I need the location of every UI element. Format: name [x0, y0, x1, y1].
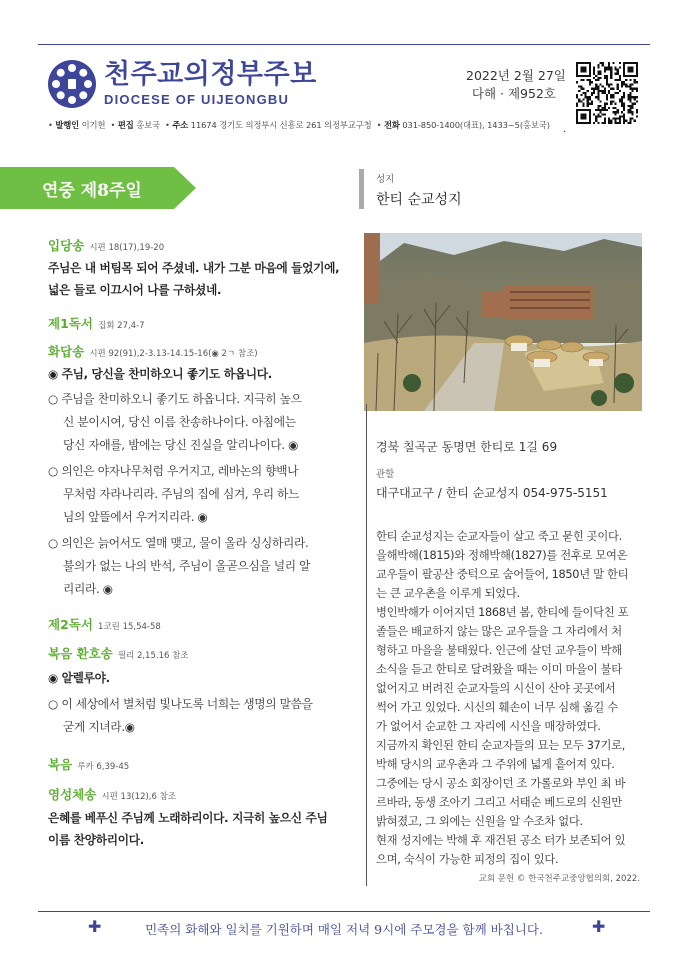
section-marker	[359, 169, 364, 209]
shrine-photo	[364, 233, 642, 411]
gospel-heading	[48, 754, 129, 773]
shrine-body-line: 한티 순교성지는 순교자들이 살고 죽고 묻힌 곳이다.	[376, 530, 622, 543]
shrine-manage-label: 관할	[376, 469, 395, 480]
shrine-body-line: 그중에는 당시 공소 회장이던 조 가롤로와 부인 최 바	[376, 777, 626, 790]
reading1-heading	[48, 313, 145, 332]
reading2-heading	[48, 614, 161, 633]
gospel-ref: 루카 6,39-45	[77, 762, 130, 772]
diocese-logo-icon	[48, 60, 96, 108]
psalm-verse-line: ○ 의인은 야자나무처럼 우거지고, 레바논의 향백나	[48, 464, 299, 478]
body-rule	[366, 404, 367, 886]
entrance-line: 주님은 내 버팀목 되어 주셨네. 내가 그분 마음에 들었기에,	[48, 261, 340, 275]
entrance-heading	[48, 235, 164, 254]
psalm-verse-line: 님의 앞뜰에서 우거지리라. ◉	[63, 510, 208, 524]
psalm-title: 화답송	[48, 344, 85, 359]
alleluia-title: 복음 환호송	[48, 646, 113, 661]
shrine-name: 한티 순교성지	[376, 192, 462, 208]
shrine-category: 성지	[376, 174, 395, 185]
publication-info: • 발행인 이기헌 • 편집 홍보국 • 주소 11674 경기도 의정부시 신흥로 261 의정부교구청 • 전화 031-850-1400(대표), 1433~5(홍보국)	[48, 120, 550, 130]
cross-icon: ✚	[592, 917, 606, 936]
psalm-ref: 시편 92(91),2-3.13-14.15-16(◉ 2ㄱ 참조)	[89, 349, 258, 359]
shrine-body-line: 없어지고 버려진 순교자들의 시신이 산야 곳곳에서	[376, 682, 616, 695]
communion-line: 이름 찬양하리이다.	[48, 833, 144, 847]
shrine-body-line: 썩어 가고 있었다. 시신의 훼손이 너무 심해 옮길 수	[376, 701, 618, 714]
copyright-credit: 교회 문헌 © 한국천주교중앙협의회, 2022.	[478, 874, 640, 884]
alleluia-response: ◉ 알렐루야.	[48, 671, 110, 685]
psalm-response: ◉ 주님, 당신을 찬미하오니 좋기도 하옵니다.	[48, 367, 272, 381]
shrine-body-line: 으며, 숙식이 가능한 피정의 집이 있다.	[376, 853, 559, 866]
shrine-body-line: 는 큰 교우촌을 이루게 되었다.	[376, 587, 520, 600]
shrine-body-line: 박해 당시의 교우촌과 그 주위에 넓게 흩어져 있다.	[376, 758, 615, 771]
shrine-body-line: 밝혀졌고, 그 외에는 신원을 알 수조차 없다.	[376, 815, 583, 828]
reading2-ref: 1코린 15,54-58	[98, 622, 161, 632]
footer-prayer: 민족의 화해와 일치를 기원하며 매일 저녁 9시에 주모경을 함께 바칩니다.	[145, 922, 543, 937]
issue-date: 2022년 2월 27일	[466, 68, 566, 83]
psalm-verse-line: 불의가 없는 나의 반석, 주님이 올곧으심을 널리 알	[63, 559, 311, 573]
entrance-line: 넓은 들로 이끄시어 나를 구하셨네.	[48, 283, 222, 297]
reading1-ref: 집회 27,4-7	[98, 321, 145, 331]
alleluia-verse-line: ○ 이 세상에서 별처럼 빛나도록 너희는 생명의 말씀을	[48, 697, 313, 711]
communion-line: 은혜를 베푸신 주님께 노래하리이다. 지극히 높으신 주님	[48, 811, 328, 825]
communion-title: 영성체송	[48, 787, 97, 802]
issue-number: 다해 · 제952호	[471, 86, 556, 101]
sunday-title: 연중 제8주일	[42, 181, 142, 201]
communion-heading	[48, 784, 176, 803]
trailing-dot: .	[563, 124, 567, 135]
communion-ref: 시편 13(12),6 참조	[101, 792, 177, 802]
shrine-body-line: 병인박해가 이어지던 1868년 봄, 한티에 들이닥친 포	[376, 606, 629, 619]
psalm-verse-line: 신 분이시여, 당신 이름 찬송하나이다. 아침에는	[63, 415, 296, 429]
psalm-verse-line: ○ 주님을 찬미하오니 좋기도 하옵니다. 지극히 높으	[48, 392, 302, 406]
shrine-body-line: 을해박해(1815)와 정해박해(1827)를 전후로 모여온	[376, 549, 628, 562]
reading1-title: 제1독서	[48, 316, 93, 331]
cross-icon: ✚	[88, 917, 102, 936]
entrance-title: 입당송	[48, 238, 85, 253]
alleluia-verse-line: 굳게 지녀라.◉	[63, 720, 135, 734]
shrine-manage: 대구대교구 / 한티 순교성지 054-975-5151	[376, 486, 608, 500]
shrine-address: 경북 칠곡군 동명면 한티로 1길 69	[376, 440, 558, 454]
bulletin-subtitle: DIOCESE OF UIJEONGBU	[104, 92, 290, 107]
shrine-body-line: 소식을 듣고 한티로 달려왔을 때는 이미 마을이 불타	[376, 663, 622, 676]
qr-code-icon[interactable]	[576, 62, 638, 124]
psalm-verse-line: ○ 의인은 늙어서도 열매 맺고, 물이 올라 싱싱하리라.	[48, 536, 309, 550]
reading2-title: 제2독서	[48, 617, 93, 632]
shrine-body-line: 교우들이 팔공산 중턱으로 숨어들어, 1850년 말 한티	[376, 568, 629, 581]
psalm-verse-line: 리리라. ◉	[63, 582, 113, 596]
shrine-body-line: 가 없어서 순교한 그 자리에 시신을 매장하였다.	[376, 720, 601, 733]
gospel-title: 복음	[48, 757, 73, 772]
header-top-rule	[38, 44, 650, 45]
alleluia-heading	[48, 643, 189, 662]
psalm-verse-line: 무처럼 자라나리라. 주님의 집에 심겨, 우리 하느	[63, 487, 300, 501]
psalm-heading	[48, 341, 258, 360]
shrine-body-line: 형하고 마을을 불태웠다. 인근에 살던 교우들이 박해	[376, 644, 622, 657]
psalm-verse-line: 당신 자애를, 밤에는 당신 진실을 알리나이다. ◉	[63, 438, 299, 452]
shrine-body-line: 르바라, 동생 조아기 그리고 서태순 베드로의 신원만	[376, 796, 622, 809]
entrance-ref: 시편 18(17),19-20	[89, 243, 165, 253]
alleluia-ref: 필리 2,15.16 참조	[117, 651, 189, 661]
footer-rule	[38, 911, 650, 912]
shrine-body-line: 졸들은 배교하지 않는 많은 교우들을 그 자리에서 처	[376, 625, 622, 638]
shrine-body-line: 지금까지 확인된 한티 순교자들의 묘는 모두 37기로,	[376, 739, 626, 752]
bulletin-title: 천주교의정부주보	[104, 59, 317, 90]
shrine-body-line: 현재 성지에는 박해 후 재건된 공소 터가 보존되어 있	[376, 834, 626, 847]
